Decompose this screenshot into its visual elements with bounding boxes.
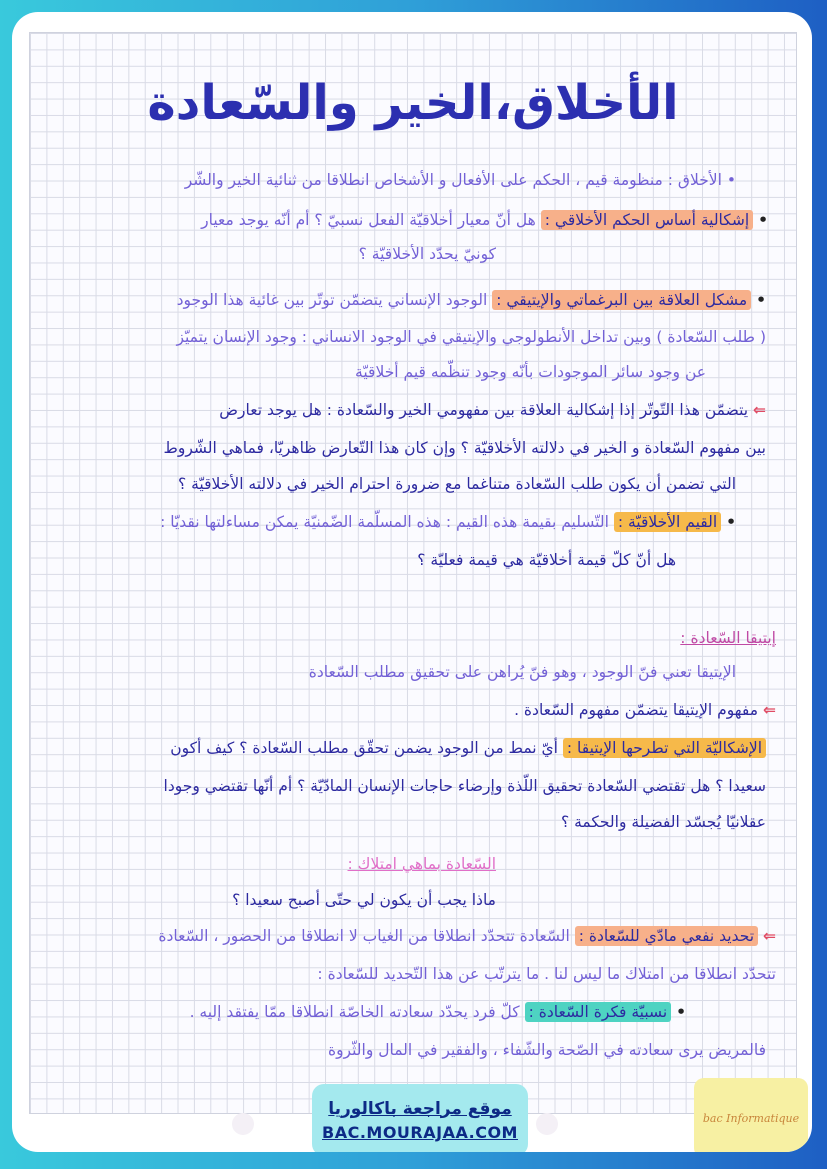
highlight-relativity: نسبيّة فكرة السّعادة : bbox=[525, 1002, 672, 1022]
line-tension bbox=[219, 401, 766, 419]
page-frame bbox=[12, 12, 812, 1152]
bullet-icon: • bbox=[758, 211, 768, 229]
line-opposition: بين مفهوم السّعادة و الخير في دلالته الأخلاقيّة ؟ وإن كان هذا التّعارض ظاهريّا، فماهي الشّروط bbox=[163, 439, 766, 457]
bullet-icon: • bbox=[676, 1003, 686, 1021]
line-ethics-concept bbox=[514, 701, 776, 719]
site-name-arabic[interactable]: موقع مراجعة باكالوريا bbox=[328, 1098, 512, 1119]
line-conditions: التي تضمن أن يكون طلب السّعادة متناغما مع ضرورة احترام الخير في دلالته الأخلاقيّة ؟ bbox=[177, 475, 736, 493]
basis-text: هل أنّ معيار أخلاقيّة الفعل نسبيّ ؟ أم أنّه يوجد معيار bbox=[201, 211, 536, 229]
relativity-text: كلّ فرد يحدّد سعادته الخاصّة انطلاقا ممّا يفتقد إليه . bbox=[189, 1003, 520, 1021]
site-logo-icon bbox=[536, 1113, 558, 1135]
highlight-pragmatic: مشكل العلاقة بين البرغماتي والإيتيقي : bbox=[492, 290, 751, 310]
line-utilitarian bbox=[158, 927, 776, 945]
line-relativity bbox=[190, 1003, 686, 1021]
line-example: فالمريض يرى سعادته في الصّحة والشّفاء ، والفقير في المال والثّروة bbox=[327, 1041, 766, 1059]
line-effective-value: هل أنّ كلّ قيمة أخلاقيّة هي قيمة فعليّة ؟ bbox=[417, 551, 676, 569]
line-moral-values bbox=[160, 513, 736, 531]
arrow-icon: ⇐ bbox=[763, 927, 776, 945]
arrow-icon: ⇐ bbox=[763, 701, 776, 719]
highlight-basis: إشكالية أساس الحكم الأخلاقي : bbox=[541, 210, 753, 230]
bullet-icon: • bbox=[726, 513, 736, 531]
utilitarian-text: السّعادة تتحدّد انطلاقا من الغياب لا انطلاقا من الحضور ، السّعادة bbox=[158, 927, 570, 945]
tension-text: يتضمّن هذا التّوتّر إذا إشكالية العلاقة بين مفهومي الخير والسّعادة : هل يوجد تعارض bbox=[219, 401, 749, 419]
line-pleasure: سعيدا ؟ هل تقتضي السّعادة تحقيق اللّذة وإرضاء حاجات الإنسان المادّيّة ؟ أم أنّها تقتضي وجودا bbox=[163, 777, 766, 795]
line-definition: • الأخلاق : منظومة قيم ، الحكم على الأفعال و الأشخاص انطلاقا من ثنائية الخير والشّر bbox=[184, 171, 736, 189]
line-universal: كونيّ يحدّد الأخلاقيّة ؟ bbox=[358, 245, 496, 263]
highlight-utilitarian: تحديد نفعي مادّي للسّعادة : bbox=[575, 926, 758, 946]
line-ethics-problem bbox=[170, 739, 766, 757]
section-ethics-heading: إيتيقا السّعادة : bbox=[680, 629, 776, 647]
line-what-must: ماذا يجب أن يكون لي حتّى أصبح سعيدا ؟ bbox=[232, 891, 496, 909]
site-logo-icon bbox=[232, 1113, 254, 1135]
ethics-problem-text: أيّ نمط من الوجود يضمن تحقّق مطلب السّعادة ؟ كيف أكون bbox=[170, 739, 558, 757]
arrow-icon: ⇐ bbox=[753, 401, 766, 419]
highlight-moral-values: القيم الأخلاقيّة : bbox=[614, 512, 721, 532]
bullet-icon: • bbox=[756, 291, 766, 309]
line-ethics-meaning: الإيتيقا تعني فنّ الوجود ، وهو فنّ يُراهن على تحقيق مطلب السّعادة bbox=[308, 663, 736, 681]
badge-label: bac Informatique bbox=[702, 1111, 800, 1125]
grid-paper bbox=[29, 32, 797, 1114]
site-url[interactable]: BAC.MOURAJAA.COM bbox=[322, 1122, 518, 1142]
highlight-ethics-problem: الإشكاليّة التي تطرحها الإيتيقا : bbox=[563, 738, 766, 758]
pragmatic-text: الوجود الإنساني يتضمّن توتّر بين غائية هذا الوجود bbox=[176, 291, 488, 309]
line-values: عن وجود سائر الموجودات بأنّه وجود تنظّمه قيم أخلاقيّة bbox=[355, 363, 706, 381]
ethics-concept-text: مفهوم الإيتيقا يتضمّن مفهوم السّعادة . bbox=[514, 701, 759, 719]
bac-informatique-badge bbox=[694, 1078, 808, 1152]
page-title: الأخلاق،الخير والسّعادة bbox=[147, 75, 679, 131]
site-banner[interactable] bbox=[312, 1084, 528, 1152]
moral-values-text: التّسليم بقيمة هذه القيم : هذه المسلّمة الضّمنيّة يمكن مساءلتها نقديّا : bbox=[160, 513, 609, 531]
line-happiness-demand: ( طلب السّعادة ) وبين تداخل الأنطولوجي والإيتيقي في الوجود الانساني : وجود الإنسان يتميّز bbox=[176, 328, 766, 346]
section-possession-heading: السّعادة بماهي امتلاك : bbox=[347, 855, 496, 873]
line-pragmatic bbox=[177, 291, 766, 309]
line-absence: تتحدّد انطلاقا من امتلاك ما ليس لنا . ما يترتّب عن هذا التّحديد للسّعادة : bbox=[317, 965, 776, 983]
line-problem-basis bbox=[201, 211, 768, 229]
line-wisdom: عقلانيّا يُجسّد الفضيلة والحكمة ؟ bbox=[560, 813, 766, 831]
